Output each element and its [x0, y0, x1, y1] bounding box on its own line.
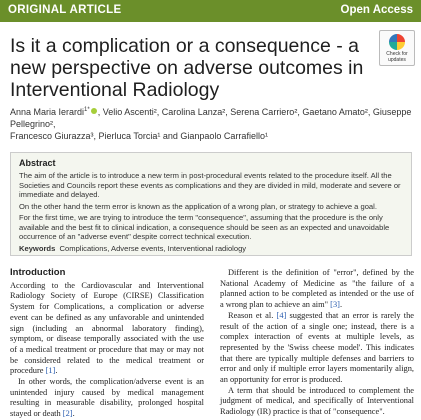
reference-link[interactable]: [4] — [276, 310, 287, 320]
body-paragraph: Reason et al. [4] suggested that an error is rarely the result of the action of a single one; instead, there is a complex interaction of events at multiple levels, as represented by the 'Swiss cheese model'. This indicates that there are typically multiple defenses and barriers to error and only if multiple error layers momentarily align, an opportunity for error is produced. — [220, 310, 415, 385]
abstract-paragraph-2: On the other hand the term error is known as the application of a wrong plan, or strategy to achieve a goal. — [19, 201, 377, 211]
author-first[interactable]: Anna Maria Ierardi — [10, 107, 85, 117]
crossmark-icon — [389, 34, 405, 50]
body-paragraph: According to the Cardiovascular and Interventional Radiology Society of Europe (CIRSE) Classification System for Complications, a complication or adverse event can be defined as any unfavorable and unintended sign (including an abnormal laboratory finding), symptom, or disease temporally associated with the use of a medical treatment or procedure that may or may not be considered related to the medical treatment or procedure [1]. — [10, 280, 204, 376]
abstract-paragraph-3: For the first time, we are trying to introduce the term "consequence", assuming that the procedure is the only available and the best fit to clinical indication, a consequence should be seen as an expected and unavoidable occurrence of an "adverse event" despite correct technical execution. — [19, 213, 390, 241]
author-list — [10, 104, 414, 142]
article-type-label: ORIGINAL ARTICLE — [8, 4, 122, 16]
body-paragraph: A term that should be introduced to complement the judgment of medical, and specifically of Interventional Radiology (IR) practice is that of "consequence". — [220, 385, 414, 417]
open-access-label[interactable]: Open Access — [340, 4, 413, 16]
orcid-icon[interactable] — [91, 108, 97, 114]
author-list-line1: , Velio Ascenti², Carolina Lanza², Serena Carriero², Gaetano Amato², Giuseppe Pellegrino², — [10, 107, 412, 129]
body-right-column — [220, 268, 414, 418]
keywords-label: Keywords — [19, 243, 56, 253]
keywords-text: Complications, Adverse events, Interventional radiology — [59, 243, 247, 253]
check-for-updates-badge[interactable] — [379, 30, 415, 66]
abstract-box — [10, 152, 412, 256]
keywords — [19, 244, 403, 254]
body-left-column — [10, 268, 204, 420]
check-for-updates-label: Check for updates — [386, 51, 408, 63]
body-paragraph: Different is the definition of "error", defined by the National Academy of Medicine as "the failure of a planned action to be completed as intended or the use of a wrong plan to achieve an aim" [3]. — [220, 268, 414, 310]
reference-link[interactable]: [2] — [62, 409, 73, 419]
section-heading-introduction: Introduction — [10, 267, 66, 278]
reference-link[interactable]: [3] — [330, 300, 340, 310]
reference-link[interactable]: [1] — [45, 366, 56, 376]
abstract-paragraph-1: The aim of the article is to introduce a new term in post-procedural events related to the procedure itself. All the Societies and Councils report these events as complications and they are divided in mild, moderate and severe or immediate and delayed. — [19, 171, 401, 199]
author-list-line2: Francesco Giurazza³, Pierluca Torcia¹ and Gianpaolo Carrafiello¹ — [10, 131, 268, 141]
article-title: Is it a complication or a consequence - a new perspective on adverse outcomes in Interventional Radiology — [10, 35, 364, 101]
body-paragraph: In other words, the complication/adverse event is an unintended injury caused by medical management resulting in measurable disability, prolonged hospital stayed or death [2]. — [10, 377, 204, 419]
article-type-banner — [0, 0, 421, 22]
abstract-heading: Abstract — [19, 158, 56, 168]
author-first-affiliation: 1* — [84, 107, 90, 113]
